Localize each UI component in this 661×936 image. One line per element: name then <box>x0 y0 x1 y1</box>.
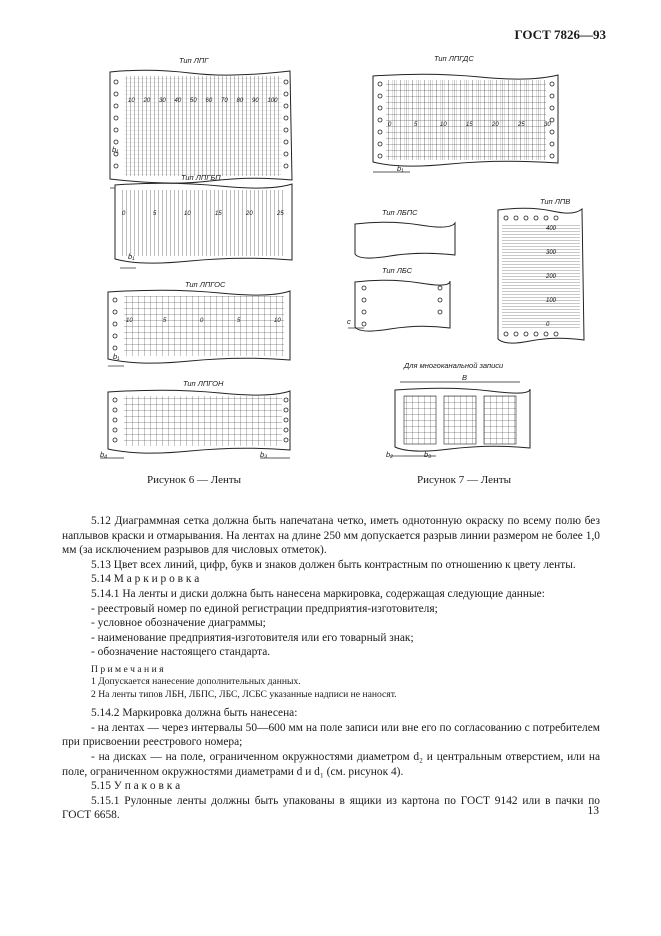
lpg-scale-label: 40 <box>174 98 182 104</box>
lpg-scale-label: 80 <box>236 98 244 104</box>
notes-title: П р и м е ч а н и я <box>91 663 164 675</box>
page-header: ГОСТ 7826—93 <box>514 27 606 42</box>
lpgbp-scale-label: 10 <box>184 211 191 217</box>
figure-6-caption: Рисунок 6 — Ленты <box>147 474 242 486</box>
lpv-scale-label: 300 <box>546 250 557 256</box>
lpgbp-scale-label: 25 <box>277 211 284 217</box>
tape-multichannel <box>390 382 530 456</box>
dim-b4: b₄ <box>100 450 108 459</box>
lpv-scale-label: 400 <box>546 226 557 232</box>
dim-b1-lpgbp: b₁ <box>128 252 135 261</box>
lpg-scale-label: 70 <box>221 98 228 104</box>
lpgds-scale-label: 25 <box>518 122 525 128</box>
lpg-scale-label: 100 <box>267 98 278 104</box>
para-5-14-1: 5.14.1 На ленты и диски должна быть нанесена маркировка, содержащая следующие данные: <box>91 587 545 600</box>
tape-lpv <box>498 208 584 343</box>
dim-c: c <box>347 317 351 326</box>
lpg-scale-label: 10 <box>128 98 135 104</box>
lpgos-scale-label: 5 <box>163 318 167 324</box>
dim-B: B <box>462 373 468 382</box>
tape-lbs <box>348 280 450 331</box>
list1-item: - обозначение настоящего стандарта. <box>91 646 271 659</box>
heading-marking: 5.14 М а р к и р о в к а <box>91 573 200 586</box>
lpgds-scale-label: 5 <box>414 122 418 128</box>
figure-7-caption: Рисунок 7 — Ленты <box>417 474 512 486</box>
label-lpv: Тип ЛПВ <box>540 197 571 206</box>
tape-lpgon <box>100 390 290 458</box>
lpv-scale-label: 200 <box>546 274 557 280</box>
heading-packing: 5.15 У п а к о в к а <box>91 780 181 793</box>
tape-lpgos <box>108 290 290 366</box>
lpgos-scale-label: 0 <box>200 318 204 324</box>
note-1: 1 Допускается нанесение дополнительных данных. <box>91 676 301 688</box>
dim-b3-lpgon: b₃ <box>260 450 268 459</box>
list1-item: - условное обозначение диаграммы; <box>91 617 266 630</box>
lpgbp-scale-label: 15 <box>215 211 222 217</box>
lpg-scale-label: 90 <box>252 98 259 104</box>
list1-item: - наименование предприятия-изготовителя или его товарный знак; <box>91 631 414 644</box>
figure-7-drawings <box>340 60 590 470</box>
lpgds-scale-label: 30 <box>544 122 551 128</box>
dim-b1-lpgds: b₁ <box>397 164 404 173</box>
page-number: 13 <box>587 805 599 817</box>
lpg-scale-label: 60 <box>205 98 213 104</box>
label-multichannel: Для многоканальной записи <box>404 361 504 370</box>
lpg-scale-label: 20 <box>143 98 151 104</box>
dim-b1-lpg: b₁ <box>112 145 119 154</box>
tape-lpgbp <box>115 183 292 268</box>
label-lpgon: Тип ЛПГОН <box>183 379 224 388</box>
dim-b1-lpgos: b₁ <box>113 352 120 361</box>
para-5-14-2: 5.14.2 Маркировка должна быть нанесена: <box>91 707 298 720</box>
lpgds-scale-label: 20 <box>492 122 499 128</box>
label-lpgds: Тип ЛПГДС <box>434 54 474 63</box>
note-2: 2 На ленты типов ЛБН, ЛБПС, ЛБС, ЛСБС указанные надписи не наносят. <box>91 688 397 700</box>
tape-lbps <box>355 222 455 258</box>
label-lbs: Тип ЛБС <box>382 266 412 275</box>
lpv-scale-label: 100 <box>546 298 557 304</box>
label-lpgbp: Тип ЛПГБП <box>181 173 221 182</box>
dim-b3: b₃ <box>424 450 432 459</box>
body-text <box>62 514 600 823</box>
lpgbp-scale-label: 0 <box>122 211 126 217</box>
lpg-scale-label: 30 <box>159 98 166 104</box>
lpg-scale-label: 50 <box>190 98 197 104</box>
list2-item: - на лентах — через интервалы 50—600 мм на поле записи или вне его по согласованию с потребителем при присвоении реестрового номера; <box>62 721 600 749</box>
list2-item: - на дисках — на поле, ограниченном окружностями диаметром d₂ и центральным отверстием, или на поле, ограниченном окружностями диаметрами d и d₁ (см. рисунок 4). <box>62 750 600 778</box>
label-lbps: Тип ЛБПС <box>382 208 418 217</box>
lpv-scale-label: 0 <box>546 322 550 328</box>
lpgos-scale-label: 10 <box>274 318 281 324</box>
lpgds-scale-label: 0 <box>388 122 392 128</box>
lpgos-scale-label: 5 <box>237 318 241 324</box>
dim-b2: b₂ <box>386 450 394 459</box>
lpgds-scale-label: 15 <box>466 122 473 128</box>
label-lpgos: Тип ЛПГОС <box>185 280 226 289</box>
lpgos-scale-label: 10 <box>126 318 133 324</box>
para-5-15-1: 5.15.1 Рулонные ленты должны быть упакованы в ящики из картона по ГОСТ 9142 или в пачки по ГОСТ 6658. <box>62 794 600 822</box>
para-5-13: 5.13 Цвет всех линий, цифр, букв и знаков должен быть контрастным по отношению к цвету ленты. <box>91 558 576 571</box>
figure-6-drawings <box>90 50 320 470</box>
lpgbp-scale-label: 20 <box>246 211 253 217</box>
para-5-12: 5.12 Диаграммная сетка должна быть напечатана четко, иметь однотонную окраску по всему полю без наплывов краски и отмарывания. На лентах на длине 250 мм допускается разрыв линии размером не более 1,0 мм (за исключением разрывов для числовых отметок). <box>62 515 600 557</box>
lpgbp-scale-label: 5 <box>153 211 157 217</box>
label-lpg: Тип ЛПГ <box>179 56 209 65</box>
lpgds-scale-label: 10 <box>440 122 447 128</box>
tape-lpg <box>110 70 292 188</box>
list1-item: - реестровый номер по единой регистрации предприятия-изготовителя; <box>91 602 438 615</box>
